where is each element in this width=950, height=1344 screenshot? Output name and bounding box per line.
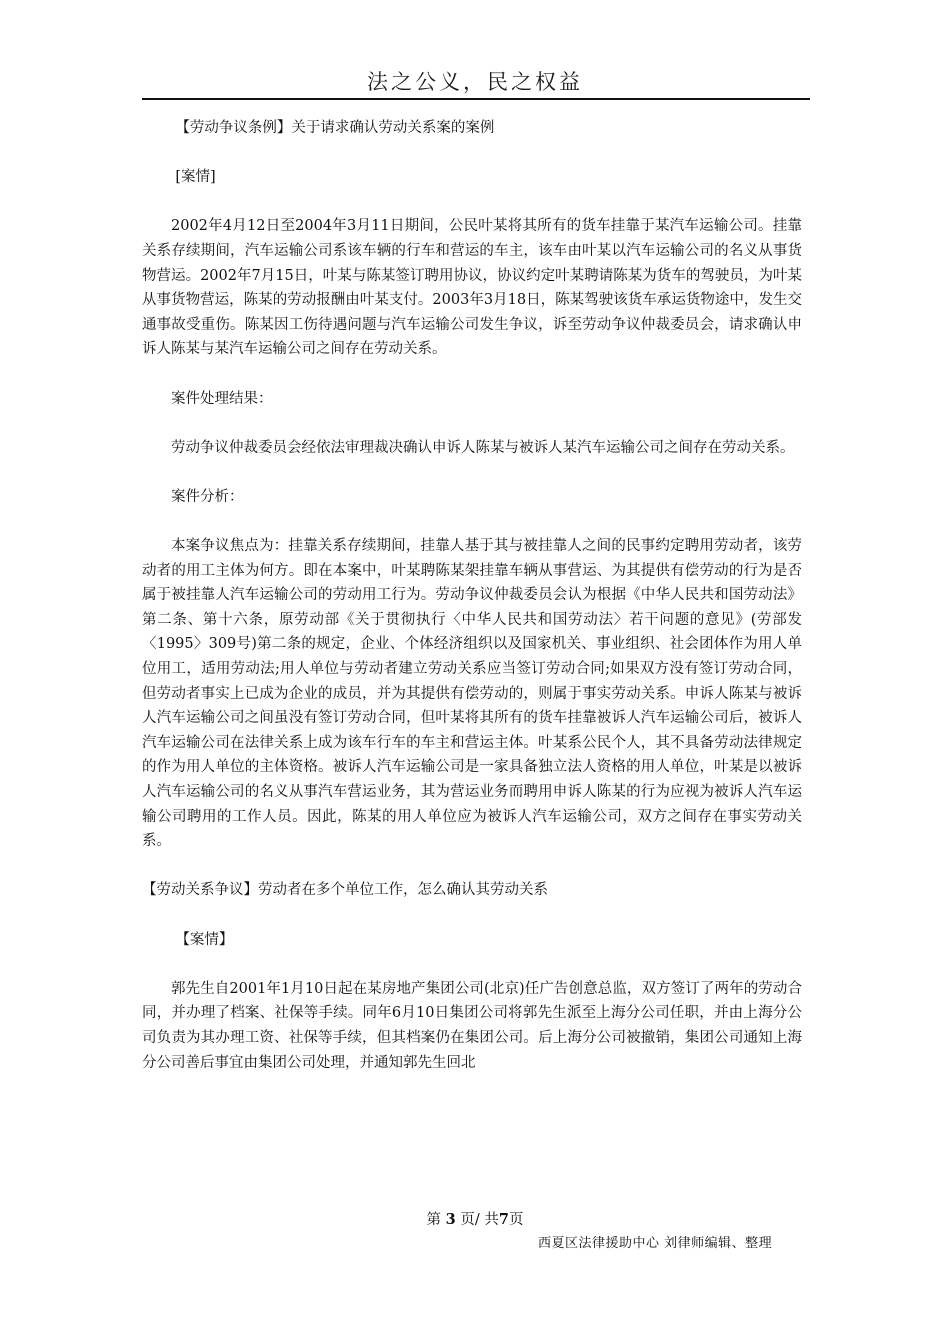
page-prefix: 第 [426, 1212, 442, 1228]
header-divider [142, 98, 810, 100]
case-2-heading: 【劳动关系争议】劳动者在多个单位工作，怎么确认其劳动关系 [142, 882, 548, 899]
current-page: 3 [445, 1211, 456, 1228]
document-body [142, 116, 802, 1100]
page-header-title: 法之公义，民之权益 [367, 70, 583, 94]
case-1-facts-paragraph: 2002年4月12日至2004年3月11日期间，公民叶某将其所有的货车挂靠于某汽车运输公司。挂靠关系存续期间，汽车运输公司系该车辆的行车和营运的车主，该车由叶某以汽车运输公司的名义从事货物营运。2002年7月15日，叶某与陈某签订聘用协议，协议约定叶某聘请陈某为货车的驾驶员，为叶某从事货物营运，陈某的劳动报酬由叶某支付。2003年3月18日，陈某驾驶该货车承运货物途中，发生交通事故受重伤。陈某因工伤待遇问题与汽车运输公司发生争议，诉至劳动争议仲裁委员会，请求确认申诉人陈某与某汽车运输公司之间存在劳动关系。 [142, 218, 802, 358]
case-1-analysis-label: 案件分析： [171, 488, 244, 505]
case-1-heading: 【劳动争议条例】关于请求确认劳动关系案的案例 [175, 120, 495, 136]
case-1-result-paragraph: 劳动争议仲裁委员会经依法审理裁决确认申诉人陈某与被诉人某汽车运输公司之间存在劳动关系。 [171, 439, 795, 456]
case-1-analysis-paragraph: 本案争议焦点为：挂靠关系存续期间，挂靠人基于其与被挂靠人之间的民事约定聘用劳动者，该劳动者的用工主体为何方。即在本案中，叶某聘陈某架挂靠车辆从事营运、为其提供有偿劳动的行为是否属于被挂靠人汽车运输公司的劳动用工行为。劳动争议仲裁委员会认为根据《中华人民共和国劳动法》第二条、第十六条，原劳动部《关于贯彻执行〈中华人民共和国劳动法〉若干问题的意见》(劳部发〈1995〉309号)第二条的规定，企业、个体经济组织以及国家机关、事业组织、社会团体作为用人单位用工，适用劳动法;用人单位与劳动者建立劳动关系应当签订劳动合同;如果双方没有签订劳动合同，但劳动者事实上已成为企业的成员，并为其提供有偿劳动的，则属于事实劳动关系。申诉人陈某与被诉人汽车运输公司之间虽没有签订劳动合同，但叶某将其所有的货车挂靠被诉人汽车运输公司后，被诉人汽车运输公司在法律关系上成为该车行车的车主和营运主体。叶某系公民个人，其不具备劳动法律规定的作为用人单位的主体资格。被诉人汽车运输公司是一家具备独立法人资格的用人单位，叶某是以被诉人汽车运输公司的名义从事汽车营运业务，其为营运业务而聘用申诉人陈某的行为应视为被诉人汽车运输公司聘用的工作人员。因此，陈某的用人单位应为被诉人汽车运输公司，双方之间存在事实劳动关系。 [142, 538, 802, 850]
case-2-facts-paragraph: 郭先生自2001年1月10日起在某房地产集团公司(北京)任广告创意总监，双方签订了两年的劳动合同，并办理了档案、社保等手续。同年6月10日集团公司将郭先生派至上海分公司任职，并由上海分公司负责为其办理工资、社保等手续，但其档案仍在集团公司。后上海分公司被撤销，集团公司通知上海分公司善后事宜由集团公司处理，并通知郭先生回北 [142, 980, 802, 1071]
footer-credit: 西夏区法律援助中心 刘律师编辑、整理 [538, 1236, 773, 1251]
case-1-result-label: 案件处理结果： [171, 390, 273, 407]
page-number [0, 1208, 950, 1229]
page-middle: 页/ 共 [460, 1212, 499, 1228]
case-2-facts-label: 【案情】 [175, 931, 234, 948]
case-1-facts-label: [案情] [175, 169, 216, 186]
total-pages: 7 [498, 1211, 509, 1228]
page-suffix: 页 [508, 1212, 524, 1228]
